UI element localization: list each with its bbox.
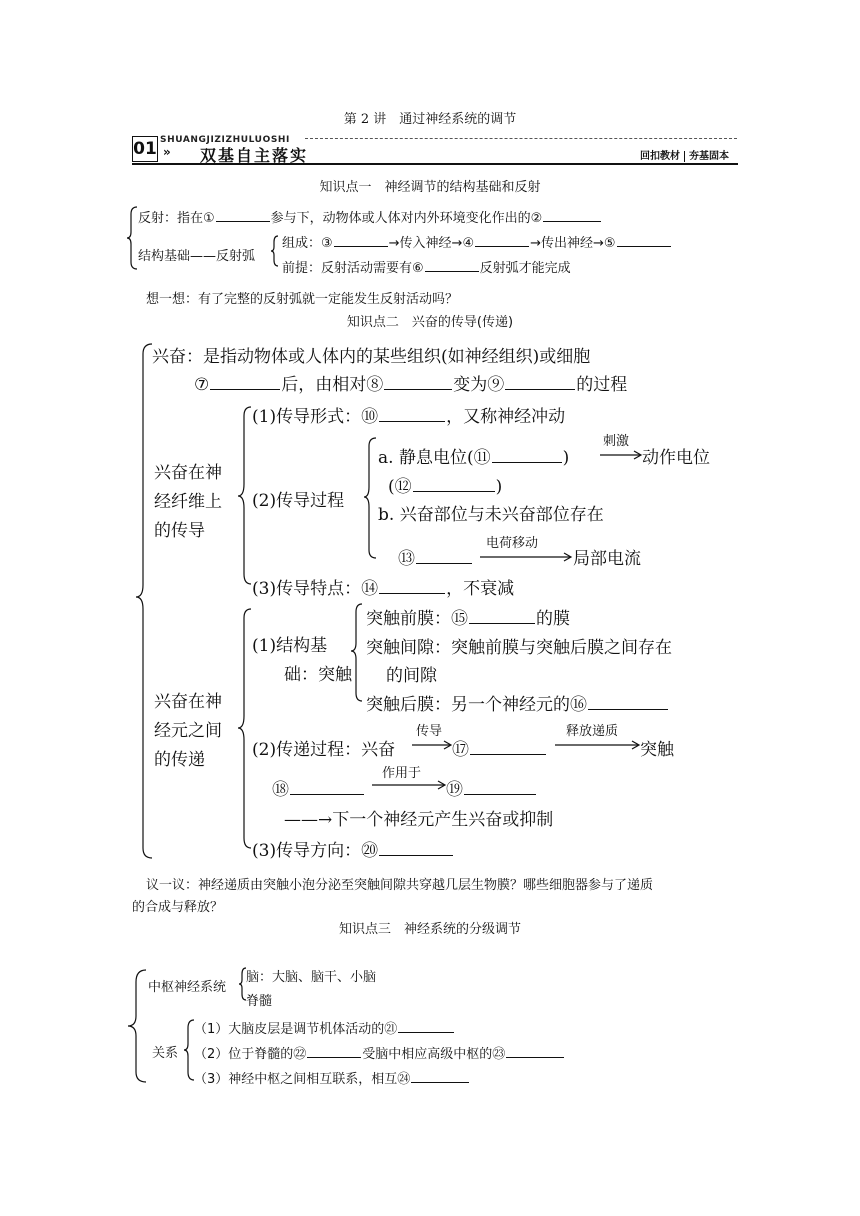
pre-text: 突触前膜：⑮ [366, 609, 468, 629]
step-19 [446, 775, 537, 800]
neuron-label-2: 经元之间 [154, 721, 222, 741]
page-title: 第 2 讲 通过神经系统的调节 [343, 112, 517, 127]
blank-7 [210, 388, 280, 390]
blank-8 [384, 388, 452, 390]
reflex-text: 反射：指在① [138, 211, 215, 226]
f2a-text-b: ) [562, 448, 570, 468]
section-number-badge: 01 [132, 136, 158, 162]
cns-label: 中枢神经系统 [148, 980, 227, 995]
fiber-label-1: 兴奋在神 [154, 463, 222, 483]
f3-text: (3)传导特点：⑭ [252, 579, 379, 599]
blank-1 [216, 220, 270, 222]
synaptic-cleft-2: 的间隙 [386, 666, 437, 686]
def-e: 的过程 [576, 375, 628, 395]
premise-line [282, 257, 571, 276]
section3-heading: 知识点三 神经系统的分级调节 [338, 922, 521, 937]
blank-22 [307, 1056, 361, 1058]
blank-14 [379, 592, 445, 594]
action-potential: 动作电位 [642, 448, 710, 468]
post-text: 突触后膜：另一个神经元的⑯ [366, 695, 587, 715]
relation-3 [194, 1068, 470, 1087]
blank-16 [588, 708, 668, 710]
discuss-question-2: 的合成与释放？ [132, 900, 224, 915]
fiber-label-3: 的传导 [154, 521, 205, 541]
step-17-text: ⑰ [452, 740, 469, 760]
pre-text-b: 的膜 [536, 609, 570, 629]
process-a [378, 443, 569, 468]
arrow-label-act: 作用于 [382, 766, 422, 781]
section1-heading: 知识点一 神经调节的结构基础和反射 [319, 180, 541, 195]
process-b2 [398, 544, 473, 569]
relation-2 [194, 1043, 565, 1062]
process-a2 [388, 472, 502, 497]
blank-24 [411, 1081, 469, 1083]
blank-6 [425, 270, 479, 272]
postsynaptic [366, 690, 669, 715]
local-current: 局部电流 [573, 549, 641, 569]
banner-heading: 双基自主落实 [200, 146, 309, 165]
presynaptic [366, 604, 570, 629]
blank-5 [617, 245, 671, 247]
r2-text: （2）位于脊髓的㉒ [194, 1047, 307, 1062]
arrow-label-release: 释放递质 [566, 724, 619, 739]
blank-10 [379, 420, 445, 422]
banner-tag-b: 夯基固本 [689, 151, 729, 162]
r2-text-b: 受脑中相应高级中枢的㉓ [362, 1047, 506, 1062]
relation-1 [194, 1018, 455, 1037]
def-c: 后，由相对⑧ [281, 375, 384, 395]
synapse-structure-a: (1)结构基 [252, 636, 328, 656]
relation-label: 关系 [152, 1046, 179, 1061]
premise-text-b: 反射弧才能完成 [479, 261, 571, 276]
step-18-text: ⑱ [272, 780, 289, 800]
discuss-question: 议一议：神经递质由突触小泡分泌至突触间隙共穿越几层生物膜？哪些细胞器参与了递质 [146, 878, 654, 893]
section2-heading: 知识点二 兴奋的传导(传递) [346, 315, 514, 330]
blank-19 [464, 793, 536, 795]
fiber-label-2: 经纤维上 [154, 492, 222, 512]
banner-tag-a: 回扣教材 [640, 151, 680, 162]
reflex-text-mid: 参与下，动物体或人体对内外环境变化作出的② [270, 211, 543, 226]
banner-pinyin: SHUANGJIZIZHULUOSHI [160, 135, 291, 145]
fiber-item-1 [252, 402, 565, 427]
blank-13 [416, 562, 472, 564]
fiber-item-3 [252, 574, 514, 599]
next-neuron: ——→下一个神经元产生兴奋或抑制 [284, 810, 554, 830]
blank-21 [398, 1031, 454, 1033]
neuron-label-3: 的传递 [154, 750, 205, 770]
blank-20 [379, 854, 453, 856]
synapse-word: 突触 [640, 740, 674, 760]
f1-text: (1)传导形式：⑩ [252, 407, 379, 427]
step-18 [272, 775, 365, 800]
synapse-structure-b: 础：突触 [284, 665, 352, 685]
comp-text-c: →传出神经→⑤ [530, 236, 616, 251]
transmission-direction [252, 836, 454, 861]
blank-17 [470, 753, 546, 755]
blank-11 [492, 461, 562, 463]
def-b: ⑦ [194, 375, 210, 395]
excitation-definition-2 [194, 370, 627, 395]
n3-text: (3)传导方向：⑳ [252, 841, 379, 861]
f2b2-text: ⑬ [398, 549, 415, 569]
neuron-label-1: 兴奋在神 [154, 692, 222, 712]
blank-9 [505, 388, 575, 390]
f1-text-b: ，又称神经冲动 [446, 407, 566, 427]
f2a2-text: (⑫ [388, 477, 412, 497]
structure-label: 结构基础——反射弧 [138, 249, 256, 264]
composition-line [282, 232, 672, 251]
r3-text: （3）神经中枢之间相互联系，相互㉔ [194, 1072, 411, 1087]
premise-text: 前提：反射活动需要有⑥ [282, 261, 424, 276]
f3-text-b: ，不衰减 [446, 579, 515, 599]
step-19-text: ⑲ [446, 780, 463, 800]
def-d: 变为⑨ [453, 375, 505, 395]
comp-text-b: →传入神经→④ [388, 236, 475, 251]
blank-15 [469, 622, 535, 624]
reflex-line [138, 207, 602, 226]
comp-text: 组成：③ [282, 236, 333, 251]
excitation-definition: 兴奋：是指动物体或人体内的某些组织(如神经组织)或细胞 [152, 347, 591, 367]
arrow-label-stimulus: 刺激 [603, 434, 630, 449]
arrow-label-conduct: 传导 [416, 724, 443, 739]
f2a2-text-b: ) [495, 477, 503, 497]
f2a-text: a. 静息电位(⑪ [378, 448, 491, 468]
blank-12 [413, 490, 495, 492]
blank-18 [290, 793, 364, 795]
synaptic-cleft: 突触间隙：突触前膜与突触后膜之间存在 [366, 638, 672, 658]
blank-23 [506, 1056, 564, 1058]
spinal-item: 脊髓 [246, 994, 273, 1009]
transmission-process: (2)传递过程：兴奋 [252, 740, 396, 760]
blank-3 [334, 245, 388, 247]
brain-item: 脑：大脑、脑干、小脑 [246, 970, 377, 985]
blank-2 [543, 220, 601, 222]
think-question: 想一想：有了完整的反射弧就一定能发生反射活动吗？ [146, 292, 459, 307]
fiber-item-2: (2)传导过程 [252, 491, 345, 511]
r1-text: （1）大脑皮层是调节机体活动的㉑ [194, 1022, 398, 1037]
blank-4 [475, 245, 529, 247]
process-b: b. 兴奋部位与未兴奋部位存在 [378, 505, 604, 525]
step-17 [452, 735, 547, 760]
chevron-icon: » [163, 145, 171, 159]
arrow-label-charge: 电荷移动 [486, 536, 539, 551]
